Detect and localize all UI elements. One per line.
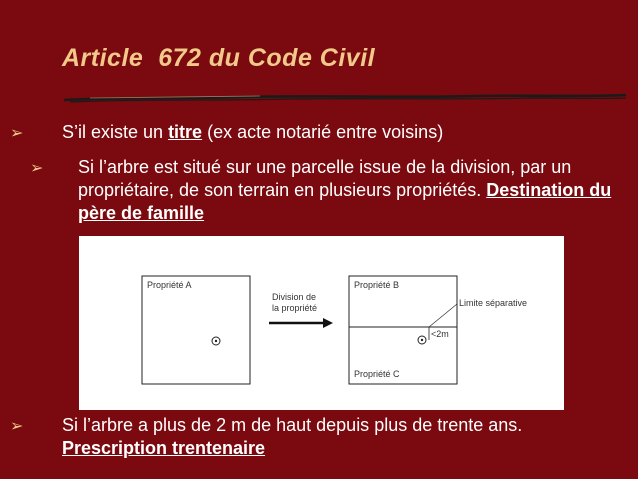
bullet-text: Si l’arbre est situé sur une parcelle issue de la division, par un propriétaire, de son terrain en plusieurs propriétés. (78, 157, 572, 200)
bullet-prescription (62, 414, 622, 460)
division-figure (79, 236, 564, 410)
slide-title: Article 672 du Code Civil (62, 44, 376, 72)
bullet-text: Si l’arbre a plus de 2 m de haut depuis plus de trente ans. (62, 415, 523, 435)
bullet-titre (62, 121, 622, 144)
bullet-text: S’il existe un (62, 122, 169, 142)
arrow-bullet-icon: ➢ (30, 160, 44, 177)
bullet-text-end: (ex acte notarié entre voisins) (202, 122, 444, 142)
keyword-titre: titre (168, 122, 203, 142)
keyword-destination: Destination du père de famille (78, 180, 612, 223)
keyword-prescription: Prescription trentenaire (62, 438, 266, 458)
tree-icon (418, 336, 426, 344)
arrow-caption-2: la propriété (272, 303, 318, 313)
bullet-destination (78, 156, 623, 225)
arrow-bullet-icon: ➢ (10, 125, 24, 142)
label-propriete-b: Propriété B (354, 280, 400, 290)
decorative-rule (60, 88, 630, 110)
label-distance: <2m (431, 329, 449, 339)
label-limite-separative: Limite séparative (459, 298, 528, 308)
arrow-caption-1: Division de (272, 292, 317, 302)
label-propriete-c: Propriété C (354, 369, 400, 379)
label-propriete-a: Propriété A (147, 280, 192, 290)
arrow-bullet-icon: ➢ (10, 418, 24, 435)
right-arrow-icon (269, 318, 333, 328)
tree-icon (212, 337, 220, 345)
